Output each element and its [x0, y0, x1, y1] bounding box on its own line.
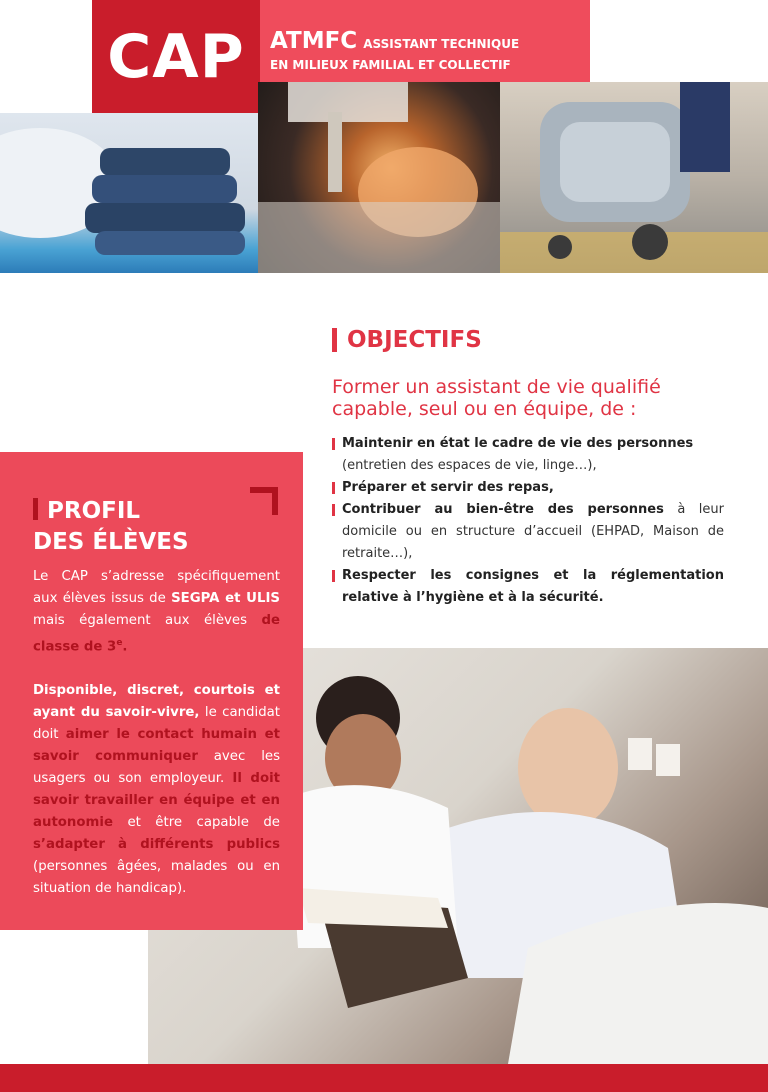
profil-paragraph-2 — [33, 680, 280, 900]
objectifs-intro: Former un assistant de vie qualifié capable, seul ou en équipe, de : — [332, 376, 661, 420]
objectifs-title: OBJECTIFS — [347, 327, 482, 353]
list-item — [332, 477, 724, 499]
corner-bracket-icon — [250, 487, 278, 515]
cap-title: CAP — [107, 21, 245, 92]
sewing-illustration — [258, 82, 500, 273]
text-span: Le CAP s’adresse spécifiquement aux élèves issus de — [33, 569, 280, 606]
cleaning-machine-illustration — [500, 82, 768, 273]
profil-heading — [33, 496, 189, 558]
heading-marker-icon — [332, 328, 337, 352]
text-emphasis: SEGPA et ULIS — [171, 591, 280, 606]
objectif-bold: Préparer et servir des repas, — [342, 480, 554, 495]
list-item — [332, 433, 724, 477]
list-item — [332, 499, 724, 565]
photo-ironing-laundry — [0, 113, 258, 273]
text-emphasis: de classe de 3 — [33, 613, 280, 655]
iron-illustration — [0, 113, 258, 273]
atmfc-header-block — [260, 0, 590, 82]
text-emphasis: Il doit savoir travailler en équipe et en autonomie — [33, 771, 280, 831]
text-span: mais également aux élèves — [33, 613, 262, 628]
photo-sewing — [258, 82, 500, 273]
objectifs-heading — [332, 327, 482, 353]
text-span: avec les usagers ou son employeur. — [33, 749, 280, 787]
objectif-bold: Contribuer au bien-être des personnes — [342, 502, 664, 517]
photo-floor-cleaning-machine — [500, 82, 768, 273]
text-span: le candidat doit — [33, 705, 280, 743]
footer-bar — [0, 1064, 768, 1092]
profil-paragraph-1 — [33, 566, 280, 658]
atmfc-line-1 — [270, 28, 519, 54]
cap-logo-block — [92, 0, 260, 113]
heading-marker-icon — [33, 498, 38, 520]
objectifs-list — [332, 433, 724, 609]
profil-title-line-2: DES ÉLÈVES — [33, 529, 189, 555]
atmfc-title: ATMFC — [270, 28, 358, 54]
profil-description — [33, 566, 280, 922]
text-emphasis: aimer le contact humain et savoir communiquer — [33, 727, 280, 765]
text-emphasis: Disponible, discret, courtois et ayant du savoir-vivre, — [33, 683, 280, 721]
subtitle-line-1: ASSISTANT TECHNIQUE — [363, 37, 520, 51]
text-span: et être capable de — [112, 815, 280, 831]
bullet-marker-icon — [332, 482, 335, 494]
text-emphasis: s’adapter à différents publics — [33, 837, 280, 853]
objectif-rest: (entretien des espaces de vie, linge…), — [342, 458, 597, 473]
profil-title-line-1: PROFIL — [47, 498, 141, 524]
text-span: (personnes âgées, malades ou en situation de handicap). — [33, 859, 280, 897]
objectif-bold: Respecter les consignes et la réglementation relative à l’hygiène et à la sécurité. — [342, 568, 724, 605]
objectif-rest: à leur domicile ou en structure d’accueil (EHPAD, Maison de retraite…), — [342, 502, 724, 561]
objectif-bold: Maintenir en état le cadre de vie des personnes — [342, 436, 694, 451]
text-emphasis: . — [122, 639, 128, 655]
bullet-marker-icon — [332, 438, 335, 450]
bullet-marker-icon — [332, 570, 335, 582]
subtitle-line-2: EN MILIEUX FAMILIAL ET COLLECTIF — [270, 58, 511, 72]
list-item — [332, 565, 724, 609]
bullet-marker-icon — [332, 504, 335, 516]
superscript: e — [116, 638, 123, 648]
